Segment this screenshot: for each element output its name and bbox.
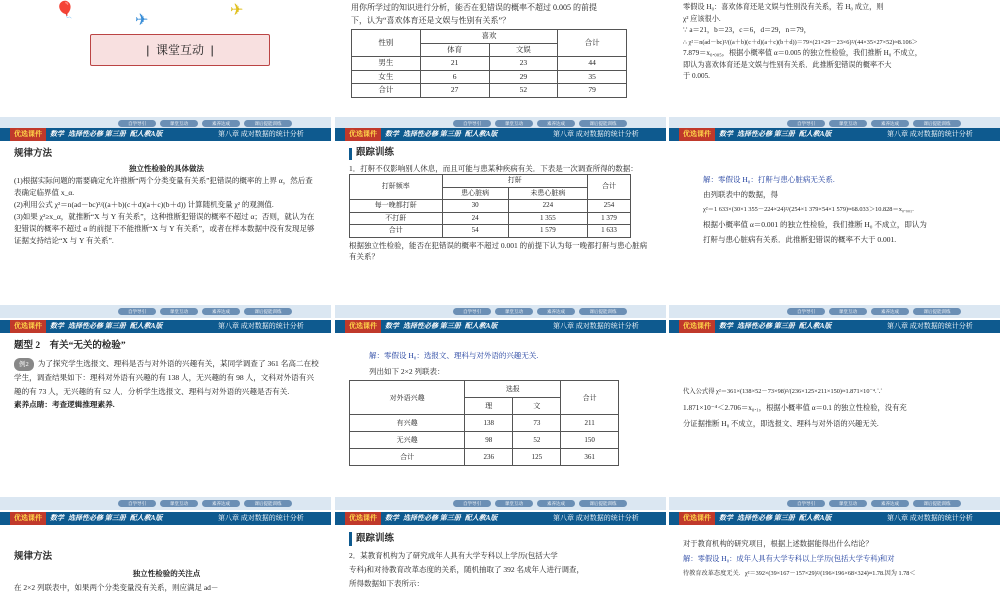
table-row: 每一晚都打鼾 30 224 254 xyxy=(350,200,631,213)
slide-10[interactable] xyxy=(0,512,331,600)
logo: 优选课件 xyxy=(679,320,715,333)
nav-training-button[interactable]: 课后提能训练 xyxy=(579,500,627,507)
slide-header: 优选课件 数学 选择性必修 第三册 配人教A版 第八章 成对数据的统计分析 xyxy=(335,512,666,525)
table-header: 打鼾 xyxy=(442,175,587,188)
logo: 优选课件 xyxy=(345,320,381,333)
nav-training-button[interactable]: 课后提能训练 xyxy=(579,308,627,315)
table-row: 女生 6 29 35 xyxy=(352,70,627,84)
slide-header: 优选课件 数学 选择性必修 第三册 配人教A版 第八章 成对数据的统计分析 xyxy=(669,512,1000,525)
nav-training-button[interactable]: 课后提能训练 xyxy=(244,120,292,127)
sub-heading: 独立性检验的具体做法 xyxy=(129,164,204,173)
slide-2[interactable] xyxy=(335,0,666,130)
table-header: 理 xyxy=(465,398,513,415)
question-line: 2．某教育机构为了研究成年人具有大学专科以上学历(包括大学 xyxy=(349,551,558,560)
logo: 优选课件 xyxy=(679,128,715,141)
slide-9[interactable] xyxy=(669,320,1000,510)
paragraph: (3)如果 χ²≥x_α，就推断“X 与 Y 有关系”，这种推断犯错误的概率不超过 α；否则，就认为在犯错误的概率不超过 α 的前提下不能推断“X 与 Y 有关系”，或者在样本数据中没有发现足够证据支持结论“X 与 Y 有关系”. xyxy=(14,212,315,245)
solution-line: 由列联表中的数据，得 xyxy=(703,190,778,199)
nav-self-study-button[interactable]: 自学导引 xyxy=(787,308,825,315)
nav-literacy-button[interactable]: 素养达成 xyxy=(202,308,240,315)
table-header: 喜欢 xyxy=(420,30,558,44)
slide-6[interactable] xyxy=(669,128,1000,318)
slide-content xyxy=(349,146,654,302)
paragraph: 在 2×2 列联表中，如果两个分类变量没有关系，则应满足 ad－ xyxy=(14,583,219,592)
nav-self-study-button[interactable]: 自学导引 xyxy=(118,500,156,507)
formula-line: ∴ χ²＝n(ad－bc)²/((a＋b)(c＋d)(a＋c)(b＋d))＝79×(21×29－23×6)²/(44×35×27×52)≈8.106＞ xyxy=(683,38,918,46)
slide-content xyxy=(369,348,654,494)
balloon-icon: 🎈 xyxy=(55,2,75,19)
nav-training-button[interactable]: 课后提能训练 xyxy=(244,500,292,507)
logo: 优选课件 xyxy=(679,512,715,525)
nav-self-study-button[interactable]: 自学导引 xyxy=(453,308,491,315)
question-line: 用你所学过的知识进行分析，能否在犯错误的概率不超过 0.005 的前提 xyxy=(351,3,597,12)
slide-footer xyxy=(335,305,666,318)
table-row: 无兴趣 98 52 150 xyxy=(350,432,619,449)
table-row: 男生 21 23 44 xyxy=(352,57,627,71)
slide-7[interactable] xyxy=(0,320,331,510)
nav-training-button[interactable]: 课后提能训练 xyxy=(913,500,961,507)
logo: 优选课件 xyxy=(345,512,381,525)
slide-content xyxy=(683,384,988,494)
nav-training-button[interactable]: 课后提能训练 xyxy=(913,120,961,127)
slide-11[interactable] xyxy=(335,512,666,600)
nav-class-interaction-button[interactable]: 课堂互动 xyxy=(829,500,867,507)
slide-content xyxy=(683,536,988,600)
nav-self-study-button[interactable]: 自学导引 xyxy=(453,120,491,127)
slide-content xyxy=(14,548,319,600)
contingency-table xyxy=(351,29,627,98)
question-text: 1．打鼾不仅影响别人休息，而且可能与患某种疾病有关．下表是一次调查所得的数据： xyxy=(349,163,638,173)
logo: 优选课件 xyxy=(10,320,46,333)
solution-line: 解：零假设 H₀：选报文、理科与对外语的兴趣无关. xyxy=(369,351,539,360)
question-line: 所得数据如下表所示： xyxy=(349,579,424,588)
nav-literacy-button[interactable]: 素养达成 xyxy=(537,308,575,315)
table-row: 合计 54 1 579 1 633 xyxy=(350,225,631,238)
solution-line: 打鼾与患心脏病有关系．此推断犯错误的概率不大于 0.001. xyxy=(703,235,897,244)
table-header: 未患心脏病 xyxy=(508,187,587,200)
paper-plane-icon: ✈ xyxy=(135,12,149,29)
solution-line: 根据小概率值 α＝0.001 的独立性检验，我们推断 H₀ 不成立，即认为 xyxy=(703,220,927,229)
literacy-note: 素养点睛：考查逻辑推理素养. xyxy=(14,400,115,409)
nav-class-interaction-button[interactable]: 课堂互动 xyxy=(160,500,198,507)
table-header: 体育 xyxy=(420,43,489,57)
nav-class-interaction-button[interactable]: 课堂互动 xyxy=(829,120,867,127)
table-row: 合计 236 125 361 xyxy=(350,449,619,466)
question-line: 下，认为“喜欢体育还是文娱与性别有关系”？ xyxy=(351,15,511,25)
section-heading: 规律方法 xyxy=(14,149,53,159)
table-row: 合计 27 52 79 xyxy=(352,84,627,98)
solution-line: 解：零假设 H₀：打鼾与患心脏病无关系. xyxy=(703,175,835,184)
table-header: 对外语兴趣 xyxy=(350,381,465,415)
slide-content xyxy=(14,338,319,494)
slide-header: 优选课件 数学 选择性必修 第三册 配人教A版 第八章 成对数据的统计分析 xyxy=(335,320,666,333)
contingency-table xyxy=(349,174,631,238)
nav-training-button[interactable]: 课后提能训练 xyxy=(579,120,627,127)
logo: 优选课件 xyxy=(345,128,381,141)
nav-class-interaction-button[interactable]: 课堂互动 xyxy=(495,120,533,127)
table-header: 患心脏病 xyxy=(442,187,508,200)
table-header: 文娱 xyxy=(489,43,558,57)
solution-line: 列出如下 2×2 列联表： xyxy=(369,367,445,376)
nav-literacy-button[interactable]: 素养达成 xyxy=(537,120,575,127)
solution-line: 7.879＝x₀.₀₀₅，根据小概率值 α＝0.005 的独立性检验，我们推断 H₀ 不成立， xyxy=(683,49,922,57)
section-heading: 规律方法 xyxy=(14,552,53,562)
formula-line: χ²＝1 633×(30×1 355－224×24)²/(254×1 379×54×1 579)≈68.033＞10.828＝x₀.₀₀₁. xyxy=(703,206,914,213)
nav-literacy-button[interactable]: 素养达成 xyxy=(871,120,909,127)
sub-heading: 独立性检验的关注点 xyxy=(132,569,201,578)
paragraph: (1)根据实际问题的需要确定允许推断“两个分类变量有关系”犯错误的概率的上界 α，然后查表确定临界值 x_α. xyxy=(14,176,313,197)
table-header: 合计 xyxy=(558,30,627,57)
nav-training-button[interactable]: 课后提能训练 xyxy=(913,308,961,315)
nav-class-interaction-button[interactable]: 课堂互动 xyxy=(160,308,198,315)
nav-literacy-button[interactable]: 素养达成 xyxy=(871,500,909,507)
slide-content xyxy=(703,172,988,302)
table-row: 不打鼾 24 1 355 1 379 xyxy=(350,212,631,225)
nav-self-study-button[interactable]: 自学导引 xyxy=(118,120,156,127)
solution-line: 即认为喜欢体育还是文娱与性别有关系．此推断犯错误的概率不大 xyxy=(683,60,892,69)
slide-header: 优选课件 数学 选择性必修 第三册 配人教A版 第八章 成对数据的统计分析 xyxy=(0,128,331,141)
section-heading: 题型 2 有关“无关的检验” xyxy=(14,341,126,351)
slide-header: 优选课件 数学 选择性必修 第三册 配人教A版 第八章 成对数据的统计分析 xyxy=(335,128,666,141)
solution-line: 于 0.005. xyxy=(683,72,710,80)
example-text: 为了探究学生选报文、理科是否与对外语的兴趣有关，某同学调查了 361 名高二在校学生，调查结果如下：理科对外语有兴趣的有 138 人，无兴趣的有 98 人，文科对外语有兴趣的有 73 人，无兴趣的有 52 人．分析学生选报文、理科与对外语的兴趣是否有关. xyxy=(14,358,319,396)
nav-literacy-button[interactable]: 素养达成 xyxy=(202,500,240,507)
slide-header: 优选课件 数学 选择性必修 第三册 配人教A版 第八章 成对数据的统计分析 xyxy=(669,320,1000,333)
example-badge: 例2 xyxy=(14,358,34,372)
slide-header: 优选课件 数学 选择性必修 第三册 配人教A版 第八章 成对数据的统计分析 xyxy=(669,128,1000,141)
table-row: 有兴趣 138 73 211 xyxy=(350,415,619,432)
logo: 优选课件 xyxy=(10,512,46,525)
slide-1[interactable] xyxy=(0,0,331,130)
formula-line: 待教育改革态度无关．χ²＝392×(39×167－157×29)²/(196×196×68×324)≈1.78.因为 1.78＜ xyxy=(683,570,916,577)
slide-content xyxy=(351,2,654,114)
question-text: 根据独立性检验，能否在犯错误的概率不超过 0.001 的前提下认为每一晚都打鼾与患心脏病有关系？ xyxy=(349,240,648,261)
nav-self-study-button[interactable]: 自学导引 xyxy=(453,500,491,507)
nav-class-interaction-button[interactable]: 课堂互动 xyxy=(160,120,198,127)
contingency-table xyxy=(349,380,619,466)
slide-header: 优选课件 数学 选择性必修 第三册 配人教A版 第八章 成对数据的统计分析 xyxy=(0,512,331,525)
formula-line: 代入公式得 χ²＝361×(138×52－73×98)²/(236×125×211×150)≈1.871×10⁻⁴.∵ xyxy=(683,388,883,395)
slide-footer xyxy=(335,497,666,510)
slide-8[interactable] xyxy=(335,320,666,510)
slide-content xyxy=(349,530,654,600)
table-header: 合计 xyxy=(561,381,619,415)
slide-content xyxy=(14,146,319,302)
logo: 优选课件 xyxy=(10,128,46,141)
solution-line: χ² 应该很小. xyxy=(683,14,721,23)
slide-footer xyxy=(0,497,331,510)
question-line: 对于教育机构的研究项目，根据上述数据能得出什么结论？ xyxy=(683,539,873,548)
solution-line: 分证据推断 H₀ 不成立，即选报文、理科与对外语的兴趣无关. xyxy=(683,419,879,428)
section-title: | 课堂互动 | xyxy=(90,34,270,66)
slide-4[interactable] xyxy=(0,128,331,318)
table-header: 打鼾频率 xyxy=(350,175,443,200)
table-header: 选报 xyxy=(465,381,561,398)
slide-3[interactable] xyxy=(669,0,1000,130)
nav-literacy-button[interactable]: 素养达成 xyxy=(202,120,240,127)
nav-self-study-button[interactable]: 自学导引 xyxy=(787,500,825,507)
slide-footer xyxy=(669,497,1000,510)
nav-class-interaction-button[interactable]: 课堂互动 xyxy=(495,308,533,315)
nav-class-interaction-button[interactable]: 课堂互动 xyxy=(829,308,867,315)
paper-plane-yellow-icon: ✈ xyxy=(230,2,244,19)
section-heading: 跟踪训练 xyxy=(349,148,654,160)
nav-self-study-button[interactable]: 自学导引 xyxy=(787,120,825,127)
slide-header: 优选课件 数学 选择性必修 第三册 配人教A版 第八章 成对数据的统计分析 xyxy=(0,320,331,333)
solution-line: 解：零假设 H₀：成年人具有大学专科以上学历(包括大学专科)和对 xyxy=(683,554,895,563)
section-heading: 跟踪训练 xyxy=(349,532,654,546)
table-header: 性别 xyxy=(352,30,421,57)
paragraph: (2)利用公式 χ²＝n(ad－bc)²/((a＋b)(c＋d)(a＋c)(b＋d)) 计算随机变量 χ² 的观测值. xyxy=(14,200,274,209)
slide-5[interactable] xyxy=(335,128,666,318)
nav-literacy-button[interactable]: 素养达成 xyxy=(537,500,575,507)
slide-content xyxy=(683,2,988,114)
question-line: 专科)和对待教育改革态度的关系，随机抽取了 392 名成年人进行调查， xyxy=(349,565,584,574)
table-header: 合计 xyxy=(588,175,631,200)
nav-class-interaction-button[interactable]: 课堂互动 xyxy=(495,500,533,507)
solution-line: 1.871×10⁻⁴＜2.706＝x₀.₁，根据小概率值 α＝0.1 的独立性检验，没有充 xyxy=(683,403,907,412)
nav-self-study-button[interactable]: 自学导引 xyxy=(118,308,156,315)
solution-line: 零假设 H₀：喜欢体育还是文娱与性别没有关系，若 H₀ 成立，则 xyxy=(683,3,884,11)
nav-literacy-button[interactable]: 素养达成 xyxy=(871,308,909,315)
solution-line: ∵ a＝21，b＝23，c＝6，d＝29，n＝79， xyxy=(683,26,811,34)
table-header: 文 xyxy=(513,398,561,415)
slide-footer xyxy=(669,305,1000,318)
nav-training-button[interactable]: 课后提能训练 xyxy=(244,308,292,315)
slide-footer xyxy=(0,305,331,318)
slide-12[interactable] xyxy=(669,512,1000,600)
